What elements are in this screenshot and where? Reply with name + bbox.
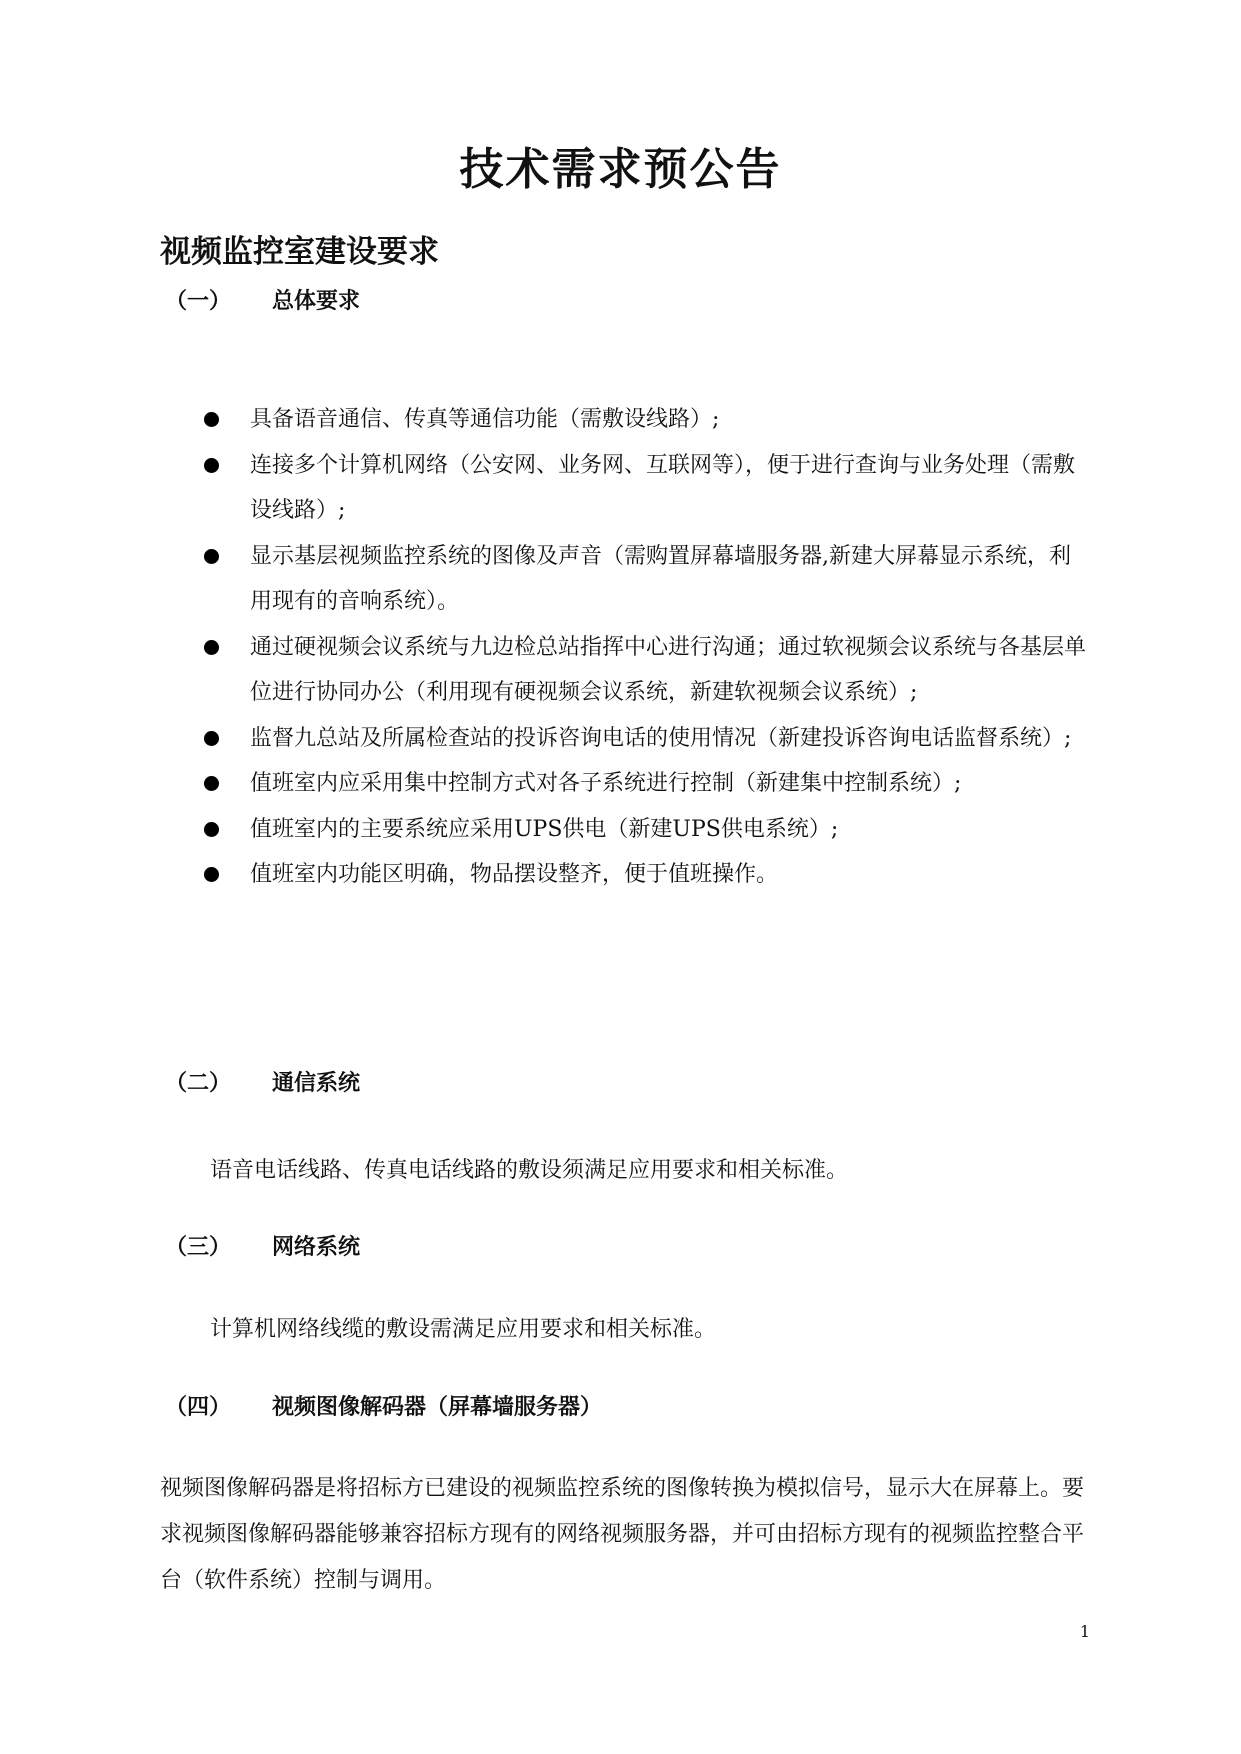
list-item (200, 852, 1090, 898)
heading-network-system (165, 1232, 360, 1264)
page-number: 1 (1079, 1622, 1091, 1641)
list-item-text: 通过硬视频会议系统与九边检总站指挥中心进行沟通；通过软视频会议系统与各基层单位进行协同办公（利用现有硬视频会议系统，新建软视频会议系统）; (250, 634, 1087, 705)
list-item (200, 625, 1090, 716)
document-title: 技术需求预公告 (459, 144, 782, 195)
bullet-dot-icon (204, 867, 219, 882)
heading-number: （三） (165, 1235, 232, 1260)
list-item-text: 值班室内功能区明确，物品摆设整齐，便于值班操作。 (250, 862, 779, 887)
heading-communication-system (165, 1068, 360, 1100)
heading-text: 通信系统 (272, 1071, 361, 1096)
heading-number: （四） (165, 1395, 232, 1420)
paragraph-video-decoder: 视频图像解码器是将招标方已建设的视频监控系统的图像转换为模拟信号，显示大在屏幕上。要求视频图像解码器能够兼容招标方现有的网络视频服务器，并可由招标方现有的视频监控整合平台（软件系统）控制与调用。 (160, 1476, 1085, 1593)
heading-number: （一） (165, 289, 232, 314)
bullet-dot-icon (204, 776, 219, 791)
bullet-dot-icon (204, 640, 219, 655)
section-title: 视频监控室建设要求 (160, 234, 439, 270)
heading-general-requirements (165, 286, 360, 318)
list-item (200, 534, 1090, 625)
bullet-dot-icon (204, 412, 219, 427)
heading-number: （二） (165, 1071, 232, 1096)
list-item (200, 443, 1090, 534)
list-item (200, 397, 1090, 443)
list-item (200, 807, 1090, 853)
paragraph-network: 计算机网络线缆的敷设需满足应用要求和相关标准。 (210, 1317, 717, 1342)
bullet-dot-icon (204, 458, 219, 473)
heading-text: 总体要求 (272, 289, 361, 314)
list-item-text: 值班室内应采用集中控制方式对各子系统进行控制（新建集中控制系统）; (250, 771, 962, 796)
list-item-text: 显示基层视频监控系统的图像及声音（需购置屏幕墙服务器,新建大屏幕显示系统，利用现有的音响系统）。 (250, 543, 1071, 614)
requirements-list (200, 397, 1090, 898)
list-item (200, 716, 1090, 762)
heading-text: 视频图像解码器（屏幕墙服务器） (272, 1395, 603, 1420)
bullet-dot-icon (204, 549, 219, 564)
list-item-text: 具备语音通信、传真等通信功能（需敷设线路）; (250, 407, 720, 432)
list-item-text: 连接多个计算机网络（公安网、业务网、互联网等），便于进行查询与业务处理（需敷设线路）; (250, 452, 1076, 523)
list-item-text: 值班室内的主要系统应采用UPS供电（新建UPS供电系统）; (250, 816, 839, 842)
paragraph-communication: 语音电话线路、传真电话线路的敷设须满足应用要求和相关标准。 (210, 1158, 849, 1183)
heading-video-decoder (165, 1392, 602, 1424)
bullet-dot-icon (204, 822, 219, 837)
list-item-text: 监督九总站及所属检查站的投诉咨询电话的使用情况（新建投诉咨询电话监督系统）; (250, 725, 1072, 751)
bullet-dot-icon (204, 731, 219, 746)
heading-text: 网络系统 (272, 1235, 361, 1260)
list-item (200, 761, 1090, 807)
